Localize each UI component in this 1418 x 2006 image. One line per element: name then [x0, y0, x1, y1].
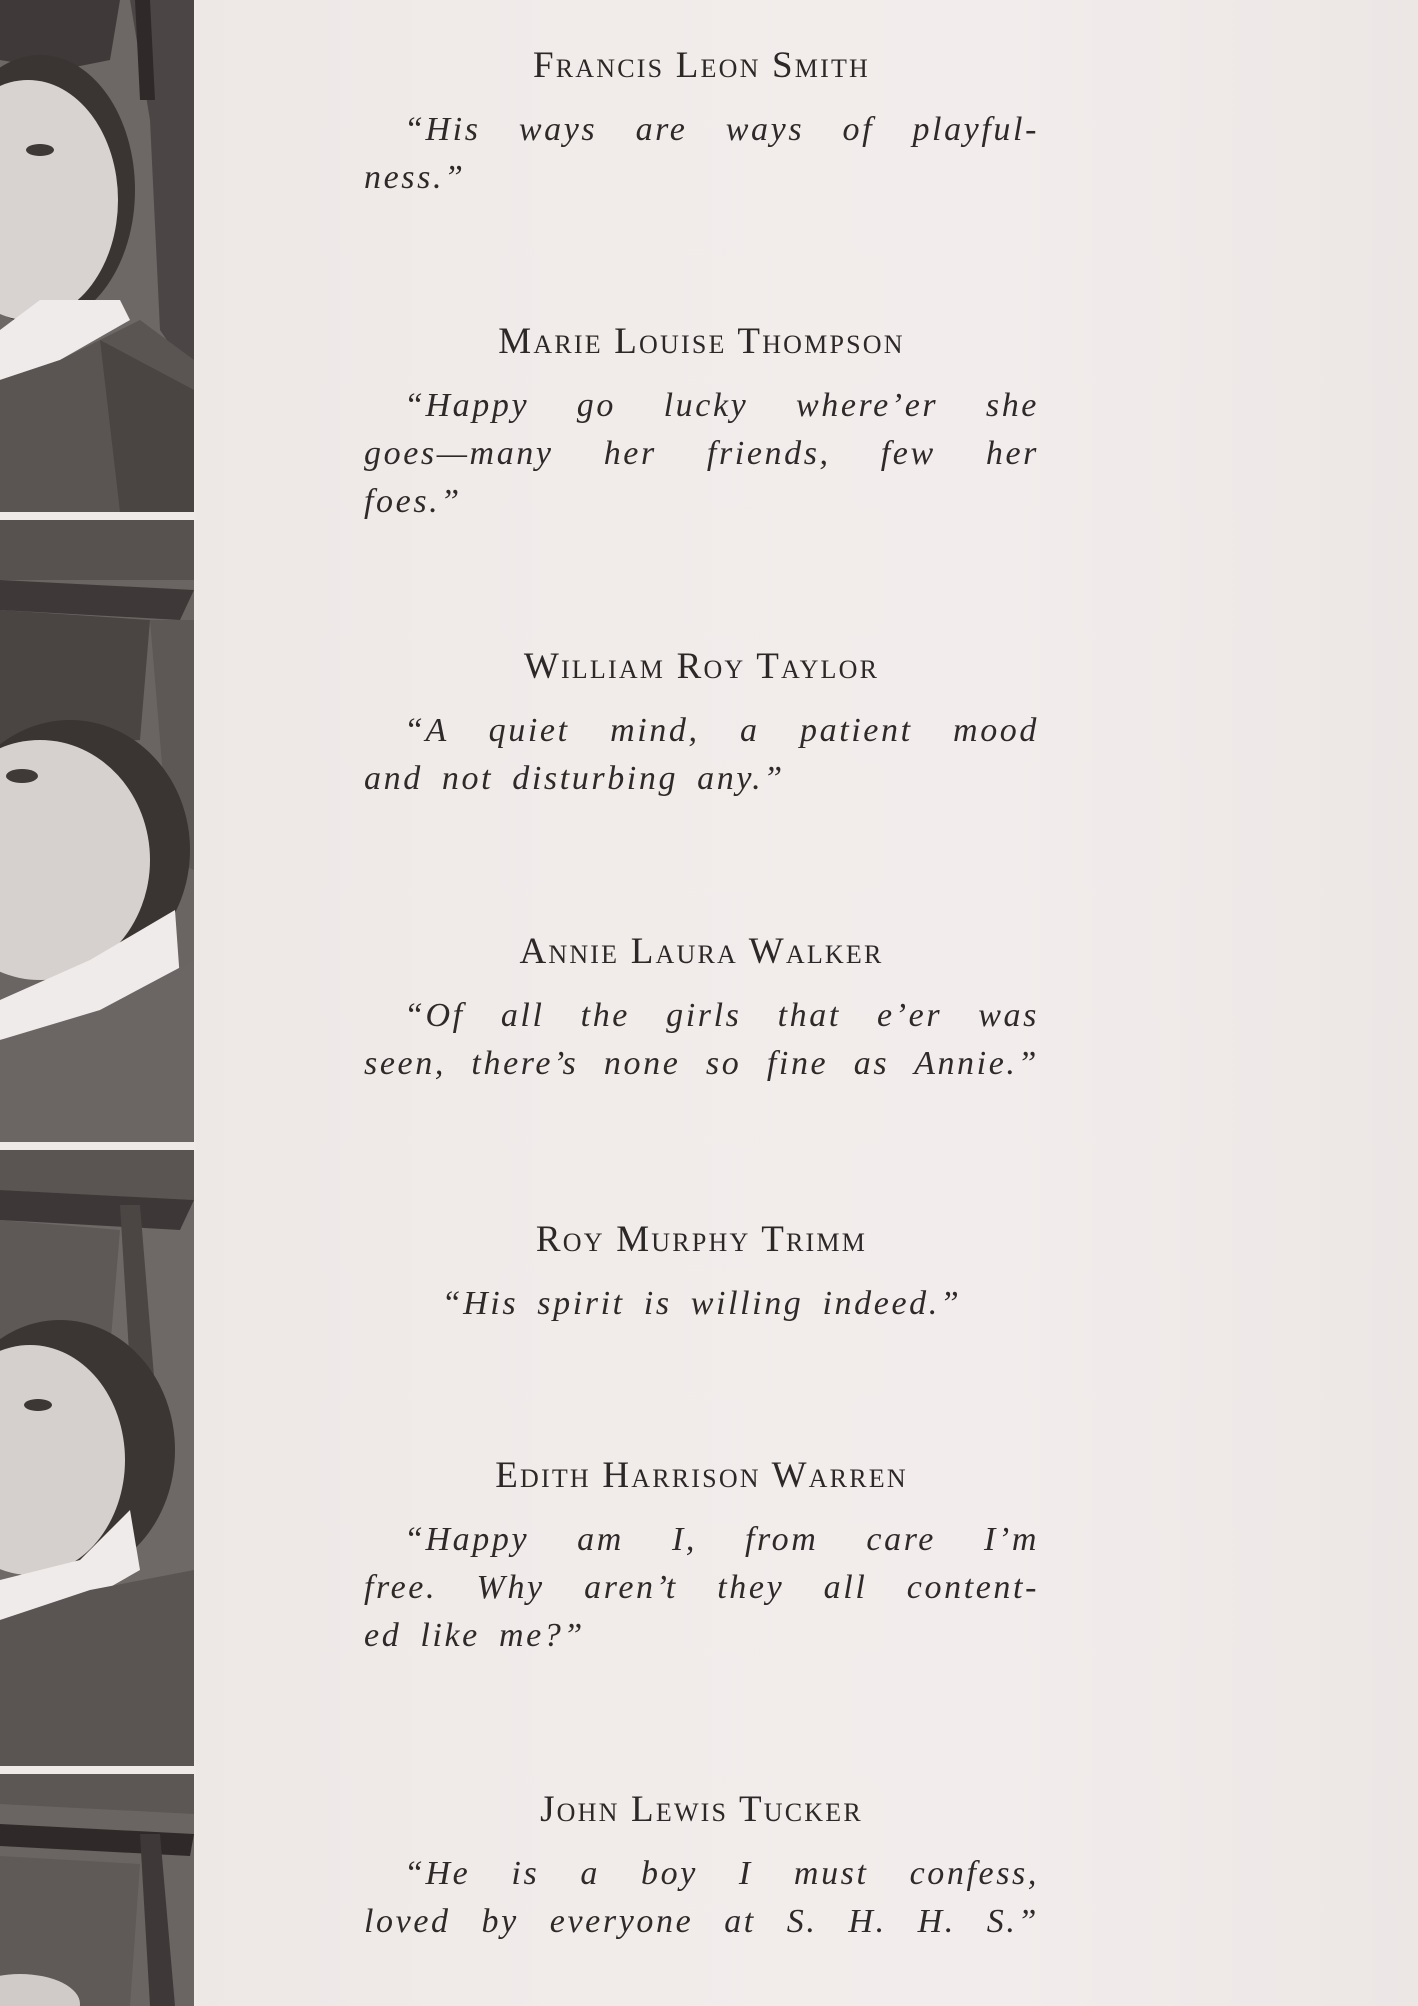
quote-line: foes.”: [364, 483, 462, 520]
quote-line: “His ways are ways of playful-: [404, 111, 1039, 148]
student-quote: [364, 1280, 1039, 1328]
portrait-photo: [0, 0, 194, 512]
quote-line: “His spirit is willing indeed.”: [441, 1285, 962, 1322]
senior-entry: [364, 46, 1039, 202]
quote-line: “A quiet mind, a patient mood: [404, 712, 1039, 749]
quote-line: “Happy go lucky where’er she: [404, 387, 1039, 424]
quote-line: free. Why aren’t they all content-: [364, 1569, 1039, 1606]
senior-entry: [364, 1220, 1039, 1328]
quote-line: “He is a boy I must confess,: [404, 1855, 1039, 1892]
student-quote: [364, 106, 1039, 202]
quote-line: goes—many her friends, few her: [364, 435, 1039, 472]
senior-entry: [364, 647, 1039, 803]
senior-entry: [364, 322, 1039, 526]
student-quote: [364, 382, 1039, 526]
senior-entries: [364, 0, 1039, 2006]
student-name: Annie Laura Walker: [519, 931, 884, 972]
student-name: William Roy Taylor: [523, 646, 880, 687]
student-name: Marie Louise Thompson: [498, 321, 905, 362]
senior-entry: [364, 1790, 1039, 1946]
student-name: Edith Harrison Warren: [495, 1455, 908, 1496]
student-name: Francis Leon Smith: [532, 45, 871, 86]
student-name: John Lewis Tucker: [540, 1789, 863, 1830]
quote-line: “Happy am I, from care I’m: [404, 1521, 1039, 1558]
portrait-photo: [0, 1774, 194, 2006]
student-quote: [364, 1850, 1039, 1946]
portrait-photo: [0, 520, 194, 1142]
portrait-photo: [0, 1150, 194, 1766]
quote-line: ness.”: [364, 159, 466, 196]
quote-line: and not disturbing any.”: [364, 760, 785, 797]
quote-line: “Of all the girls that e’er was: [404, 997, 1039, 1034]
portrait-photo-strip: [0, 0, 196, 2006]
senior-entry: [364, 1456, 1039, 1660]
student-quote: [364, 992, 1039, 1088]
student-quote: [364, 707, 1039, 803]
senior-entry: [364, 932, 1039, 1088]
quote-line: ed like me?”: [364, 1617, 585, 1654]
quote-line: seen, there’s none so fine as Annie.”: [364, 1045, 1039, 1082]
student-name: Roy Murphy Trimm: [535, 1219, 868, 1260]
quote-line: loved by everyone at S. H. H. S.”: [364, 1903, 1039, 1940]
student-quote: [364, 1516, 1039, 1660]
